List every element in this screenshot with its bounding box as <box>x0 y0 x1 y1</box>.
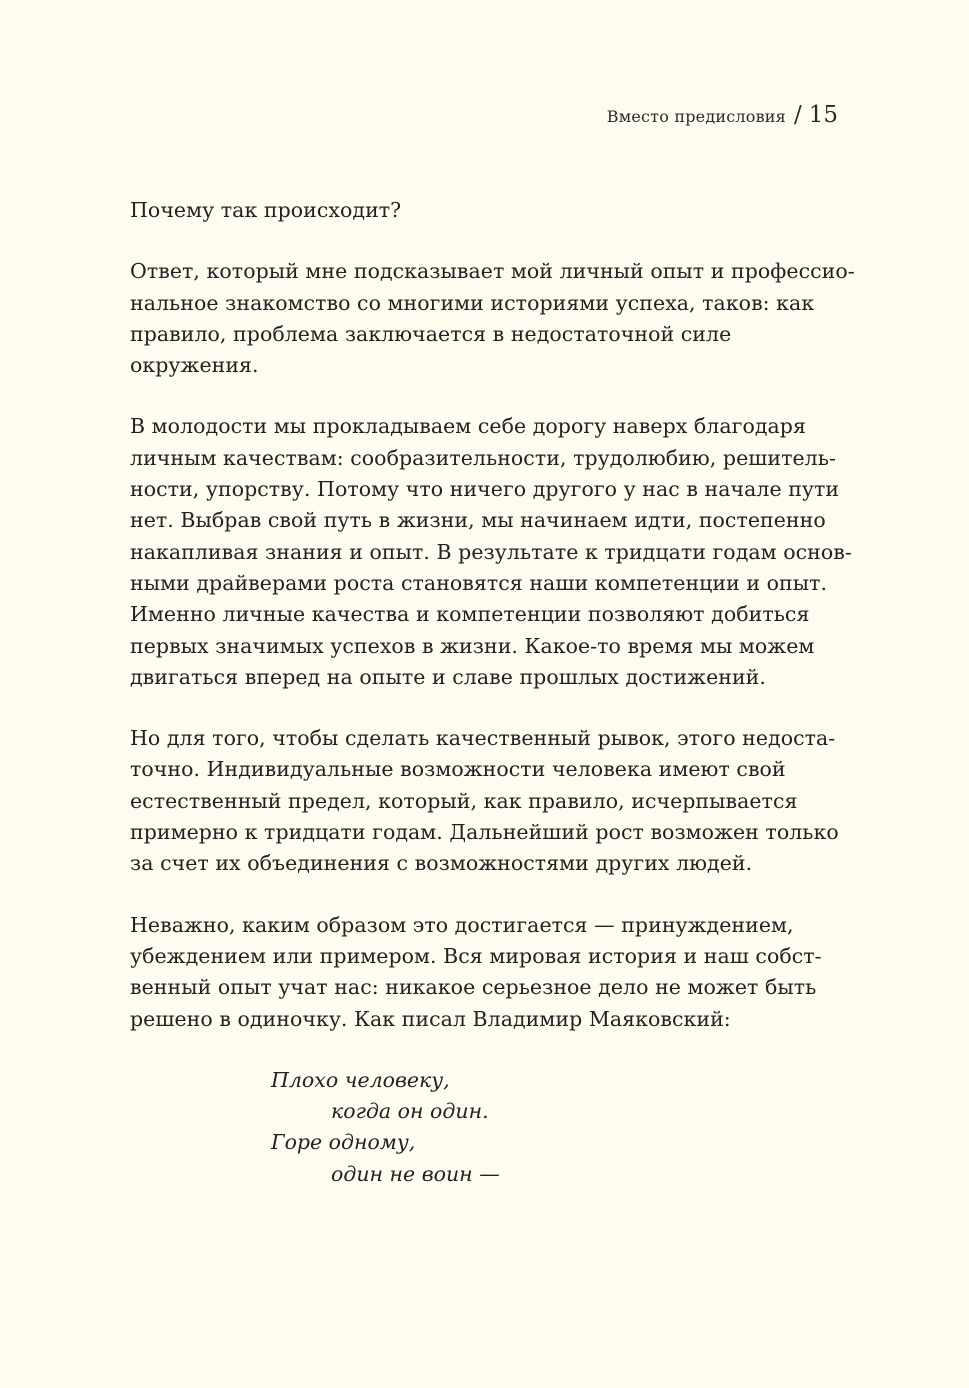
poem-line: Плохо человеку, <box>271 1067 450 1092</box>
poem-line: когда он один. <box>331 1099 489 1124</box>
text-line: естественный предел, который, как правило, исчерпывается <box>130 788 798 813</box>
text-line: точно. Индивидуальные возможности человека имеют свой <box>130 757 786 782</box>
page-number: 15 <box>808 102 838 128</box>
paragraph-question <box>130 195 850 226</box>
text-line: решено в одиночку. Как писал Владимир Маяковский: <box>130 1006 731 1031</box>
text-line: нальное знакомство со многими историями успеха, таков: как <box>130 290 815 315</box>
text-line: убеждением или примером. Вся мировая история и наш собст- <box>130 943 822 968</box>
text-line: правило, проблема заключается в недостаточной силе <box>130 321 732 346</box>
text-line: ными драйверами роста становятся наши компетенции и опыт. <box>130 570 828 595</box>
paragraph-answer <box>130 256 855 381</box>
text-line: В молодости мы прокладываем себе дорогу наверх благодаря <box>130 414 806 439</box>
text-line: Но для того, чтобы сделать качественный рывок, этого недоста- <box>130 726 836 751</box>
poem-line: один не воин — <box>331 1161 500 1186</box>
text-line: двигаться вперед на опыте и славе прошлых достижений. <box>130 664 766 689</box>
running-header <box>607 102 838 128</box>
text-line: Именно личные качества и компетенции позволяют добиться <box>130 602 810 627</box>
text-line: за счет их объединения с возможностями других людей. <box>130 851 753 876</box>
text-line: первых значимых успехов в жизни. Какое-то время мы можем <box>130 633 815 658</box>
text-line: окружения. <box>130 353 259 378</box>
text-line: венный опыт учат нас: никакое серьезное дело не может быть <box>130 975 817 1000</box>
paragraph-history <box>130 910 850 1035</box>
poem-quote <box>271 1065 850 1190</box>
poem-line: Горе одному, <box>271 1130 416 1155</box>
header-separator: / <box>793 102 802 128</box>
text-line: ности, упорству. Потому что ничего другого у нас в начале пути <box>130 477 840 502</box>
text-line: личным качествам: сообразительности, трудолюбию, решитель- <box>130 445 836 470</box>
paragraph-limits <box>130 723 850 879</box>
text-line: примерно к тридцати годам. Дальнейший рост возможен только <box>130 820 839 845</box>
text-line: нет. Выбрав свой путь в жизни, мы начинаем идти, постепенно <box>130 508 826 533</box>
text-line: Почему так происходит? <box>130 198 402 222</box>
text-line: Ответ, который мне подсказывает мой личный опыт и профессио- <box>130 259 855 284</box>
section-title: Вместо предисловия <box>606 107 786 126</box>
text-line: накапливая знания и опыт. В результате к тридцати годам основ- <box>130 539 852 564</box>
paragraph-youth <box>130 411 850 693</box>
text-line: Неважно, каким образом это достигается — принуждением, <box>130 912 794 937</box>
page-body <box>130 195 855 1190</box>
